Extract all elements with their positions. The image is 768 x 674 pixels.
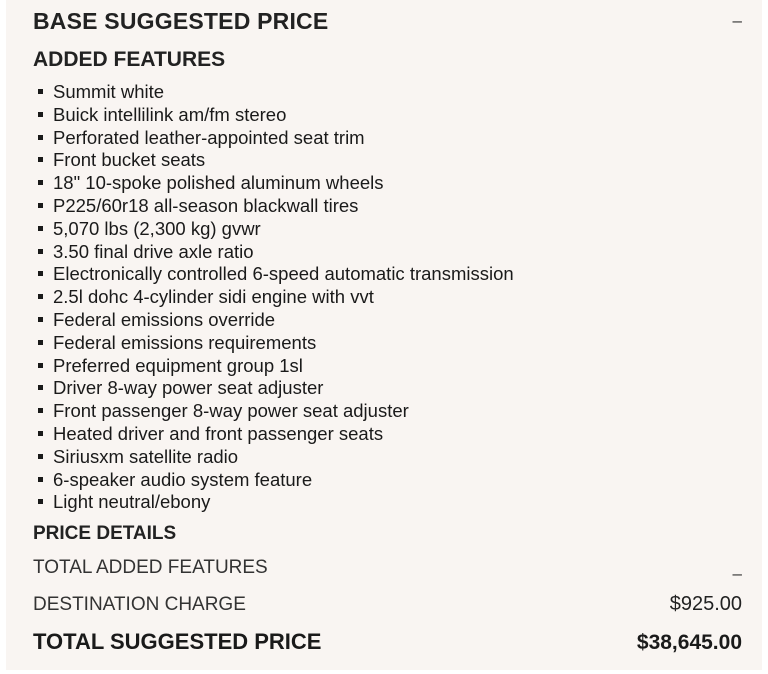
added-features-title: ADDED FEATURES <box>33 48 226 71</box>
feature-label: Front bucket seats <box>53 149 206 171</box>
total-suggested-price-row <box>33 629 742 655</box>
bullet-icon <box>38 499 43 504</box>
base-price-title: BASE SUGGESTED PRICE <box>33 7 329 34</box>
feature-item <box>33 377 514 400</box>
feature-label: Federal emissions override <box>53 308 276 330</box>
bullet-icon <box>38 454 43 459</box>
bullet-icon <box>38 385 43 390</box>
feature-label: 5,070 lbs (2,300 kg) gvwr <box>53 217 261 239</box>
feature-item <box>33 423 514 446</box>
feature-item <box>33 241 514 264</box>
bullet-icon <box>38 203 43 208</box>
total-suggested-price-value: $38,645.00 <box>636 631 742 654</box>
destination-charge-row <box>33 593 742 616</box>
feature-item <box>33 446 514 469</box>
feature-label: Light neutral/ebony <box>53 491 211 513</box>
price-summary-panel <box>6 0 762 670</box>
bullet-icon <box>38 249 43 254</box>
bullet-icon <box>38 317 43 322</box>
bullet-icon <box>38 135 43 140</box>
feature-label: Summit white <box>53 81 165 102</box>
feature-label: Siriusxm satellite radio <box>53 445 239 467</box>
feature-item <box>33 127 514 150</box>
feature-label: Heated driver and front passenger seats <box>53 422 384 444</box>
feature-item <box>33 332 514 355</box>
bullet-icon <box>38 89 43 94</box>
feature-label: Driver 8-way power seat adjuster <box>53 377 324 399</box>
feature-label: 2.5l dohc 4-cylinder sidi engine with vvt <box>53 286 374 308</box>
feature-item <box>33 149 514 172</box>
feature-label: 3.50 final drive axle ratio <box>53 240 254 262</box>
bullet-icon <box>38 271 43 276</box>
feature-item <box>33 218 514 241</box>
feature-label: Electronically controlled 6-speed automatic transmission <box>53 263 514 285</box>
feature-item <box>33 355 514 378</box>
feature-item <box>33 104 514 127</box>
feature-item <box>33 263 514 286</box>
feature-label: P225/60r18 all-season blackwall tires <box>53 194 359 216</box>
bullet-icon <box>38 157 43 162</box>
bullet-icon <box>38 294 43 299</box>
feature-label: Front passenger 8-way power seat adjuster <box>53 400 409 422</box>
feature-label: 6-speaker audio system feature <box>53 468 313 490</box>
total-added-features-collapse-toggle[interactable]: – <box>732 564 742 583</box>
feature-label: 18" 10-spoke polished aluminum wheels <box>53 172 384 194</box>
destination-charge-value: $925.00 <box>669 593 742 615</box>
total-suggested-price-label: TOTAL SUGGESTED PRICE <box>33 629 322 654</box>
bullet-icon <box>38 112 43 117</box>
price-details-title: PRICE DETAILS <box>33 523 177 544</box>
total-added-features-row[interactable] <box>33 557 742 583</box>
feature-item <box>33 400 514 423</box>
feature-label: Perforated leather-appointed seat trim <box>53 126 365 148</box>
feature-item <box>33 309 514 332</box>
feature-item <box>33 195 514 218</box>
total-added-features-label: TOTAL ADDED FEATURES <box>33 557 268 578</box>
feature-item <box>33 491 514 514</box>
bullet-icon <box>38 180 43 185</box>
base-price-row[interactable] <box>33 6 742 36</box>
bullet-icon <box>38 340 43 345</box>
destination-charge-label: DESTINATION CHARGE <box>33 594 246 615</box>
bullet-icon <box>38 226 43 231</box>
feature-label: Buick intellilink am/fm stereo <box>53 103 287 125</box>
feature-item <box>33 286 514 309</box>
added-features-list <box>33 81 514 514</box>
feature-item <box>33 81 514 104</box>
bullet-icon <box>38 477 43 482</box>
feature-item <box>33 469 514 492</box>
feature-item <box>33 172 514 195</box>
bullet-icon <box>38 363 43 368</box>
bullet-icon <box>38 408 43 413</box>
base-price-collapse-toggle[interactable]: – <box>732 11 742 30</box>
feature-label: Preferred equipment group 1sl <box>53 354 303 376</box>
bullet-icon <box>38 431 43 436</box>
feature-label: Federal emissions requirements <box>53 331 317 353</box>
